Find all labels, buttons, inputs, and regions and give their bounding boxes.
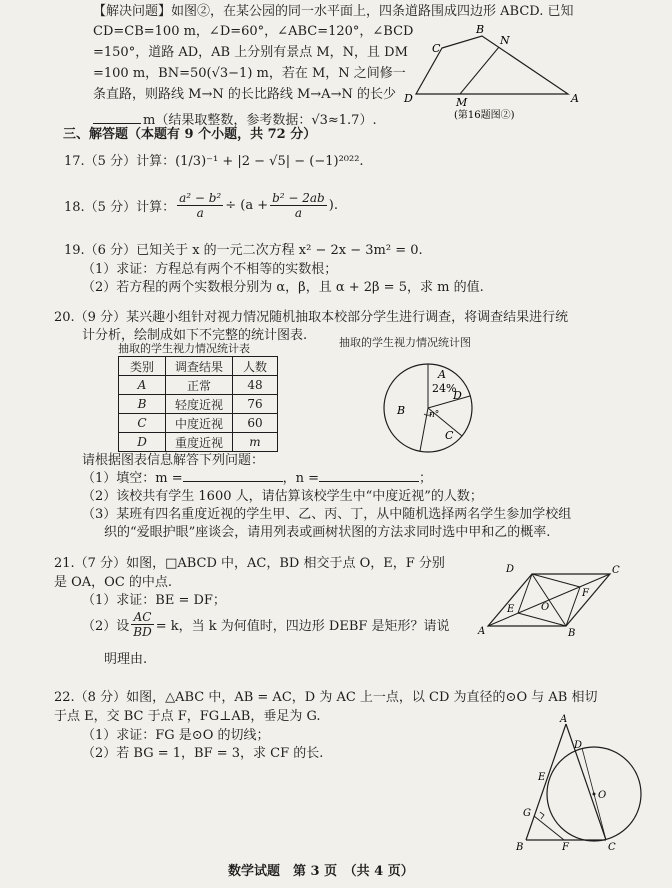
- q20-cell: D: [119, 433, 166, 452]
- q16-caption: (第16题图②): [454, 110, 515, 121]
- q16-label-n: N: [500, 34, 510, 47]
- q16-line6: m（结果取整数，参考数据：√3≈1.7）.: [143, 113, 377, 128]
- q21-frac-num: AC: [131, 610, 153, 625]
- q16-line1: 【解决问题】如图②，在某公园的同一水平面上，四条道路围成四边形 ABCD. 已知: [93, 4, 574, 19]
- q21-line5: 明理由.: [104, 652, 148, 667]
- q20-pie-label-d: D: [453, 389, 462, 402]
- q22-label-a: A: [560, 714, 568, 725]
- q20-pie-angle: n°: [429, 410, 440, 420]
- q20-pie-label-c: C: [445, 429, 454, 442]
- q20-cell: 重度近视: [166, 433, 233, 452]
- q20-cell: 轻度近视: [166, 395, 233, 414]
- q18: [64, 191, 338, 220]
- table-row: [119, 395, 278, 414]
- q20-pie-pct-a: 24%: [432, 382, 457, 395]
- q22-label-o: O: [598, 790, 607, 801]
- q20-line1: 20.（9 分）某兴趣小组针对视力情况随机抽取本校部分学生进行调查，将调查结果进行统: [54, 310, 569, 325]
- q20-sub2: （2）该校共有学生 1600 人，请估算该校学生中“中度近视”的人数；: [82, 489, 483, 504]
- q18-fraction-2: [270, 191, 327, 220]
- q20-cell: B: [119, 395, 166, 414]
- q17-text: 17.（5 分）计算：(1/3)⁻¹ + |2 − √5| − (−1)²⁰²².: [64, 154, 364, 169]
- q16-line2: CD=CB=100 m，∠D=60°，∠ABC=120°，∠BCD: [93, 24, 414, 39]
- q18-f2-den: a: [294, 206, 302, 220]
- q16-label-m: M: [456, 96, 468, 109]
- q22-line2: 于点 E，交 BC 于点 F，FG⊥AB，垂足为 G.: [54, 709, 321, 724]
- q19-line3: （2）若方程的两个实数根分别为 α，β，且 α + 2β = 5，求 m 的值.: [82, 280, 484, 295]
- q20-header-cell: 人数: [233, 357, 278, 376]
- q21-line3: （1）求证：BE = DF；: [82, 593, 226, 608]
- q20-sub3b: 织的“爱眼护眼”座谈会，请用列表或画树状图的方法求同时选中甲和乙的概率.: [104, 525, 551, 540]
- q19-line1: 19.（6 分）已知关于 x 的一元二次方程 x² − 2x − 3m² = 0.: [64, 243, 423, 258]
- q16-label-c: C: [432, 42, 441, 55]
- q20-line2: 计分析，绘制成如下不完整的统计图表.: [82, 328, 308, 343]
- q20-sub1: [82, 467, 432, 486]
- q21-sub2-rest: = k，当 k 为何值时，四边形 DEBF 是矩形？请说: [155, 619, 450, 634]
- q20-cell: 60: [233, 414, 278, 433]
- q20-prompt: 请根据图表信息解答下列问题：: [82, 453, 265, 468]
- q21-label-o: O: [541, 602, 550, 613]
- q20-table-header-row: [119, 357, 278, 376]
- q21-label-f: F: [582, 588, 589, 599]
- q20-sub1-a: （1）填空：m =: [82, 471, 183, 486]
- q21-sub2-prefix: （2）设: [82, 619, 130, 634]
- q21-label-a: A: [478, 626, 486, 637]
- q16-label-b: B: [476, 23, 485, 36]
- q20-cell: m: [233, 433, 278, 452]
- q20-pie-label-b: B: [397, 404, 406, 417]
- q18-f1-num: a² − b²: [179, 191, 222, 205]
- q20-blank-m: [183, 481, 283, 482]
- q21-fraction: [131, 610, 153, 639]
- q20-cell: 76: [233, 395, 278, 414]
- q21-label-e: E: [507, 604, 515, 615]
- q16-line5: 条直路，则路线 M→N 的长比路线 M→A→N 的长少: [93, 87, 396, 102]
- q20-pie-label-a: A: [438, 368, 446, 381]
- q18-fraction-1: [177, 191, 223, 220]
- q21-line2: 是 OA，OC 的中点.: [54, 575, 173, 590]
- q22-label-c: C: [608, 842, 616, 852]
- q22-label-b: B: [516, 842, 524, 852]
- q22-line3: （1）求证：FG 是⊙O 的切线；: [82, 728, 270, 743]
- q20-sub1-c: ；: [419, 471, 433, 486]
- table-row: [119, 414, 278, 433]
- q21-label-c: C: [612, 565, 620, 576]
- q21-line4: [82, 610, 450, 639]
- q22-label-e: E: [538, 772, 546, 783]
- q18-prefix: 18.（5 分）计算：: [64, 200, 176, 215]
- q20-cell: 正常: [166, 376, 233, 395]
- q16-label-a: A: [571, 92, 579, 105]
- table-row: [119, 376, 278, 395]
- page-footer: 数学试题 第 3 页 （共 4 页）: [228, 864, 414, 879]
- q21-label-d: D: [506, 564, 515, 575]
- q22-line4: （2）若 BG = 1，BF = 3，求 CF 的长.: [82, 746, 324, 761]
- q20-cell: 中度近视: [166, 414, 233, 433]
- q18-f2-num: b² − 2ab: [272, 191, 325, 205]
- q20-cell: A: [119, 376, 166, 395]
- q18-mid: ÷ (a +: [225, 198, 269, 213]
- q16-figure: [398, 12, 598, 122]
- q20-blank-n: [319, 481, 419, 482]
- q21-frac-den: BD: [133, 625, 152, 639]
- section-title: 三、解答题（本题有 9 个小题，共 72 分）: [63, 127, 317, 142]
- q20-sub3a: （3）某班有四名重度近视的学生甲、乙、丙、丁，从中随机选择两名学生参加学校组: [82, 507, 572, 522]
- q21-label-b: B: [568, 628, 576, 639]
- q16-line4: =100 m，BN=50(√3−1) m，若在 M，N 之间修一: [93, 66, 406, 81]
- q20-stat-table: [118, 356, 278, 452]
- q18-suffix: ).: [328, 198, 338, 213]
- q21-figure: [474, 560, 624, 640]
- q22-label-f: F: [562, 842, 569, 852]
- q20-cell: 48: [233, 376, 278, 395]
- q20-pie-chart: [378, 352, 478, 462]
- q20-sub1-b: ，n =: [282, 471, 320, 486]
- q22-line1: 22.（8 分）如图，△ABC 中，AB = AC，D 为 AC 上一点，以 CD 为直径的⊙O 与 AB 相切: [54, 690, 598, 705]
- q18-f1-den: a: [196, 206, 204, 220]
- q19-line2: （1）求证：方程总有两个不相等的实数根；: [82, 262, 338, 277]
- q21-line1: 21.（7 分）如图，□ABCD 中，AC，BD 相交于点 O，E，F 分别: [54, 556, 445, 571]
- q16-line3: =150°，道路 AD，AB 上分别有景点 M，N，且 DM: [93, 45, 408, 60]
- q22-label-g: G: [523, 808, 531, 819]
- q20-cell: C: [119, 414, 166, 433]
- q20-pie-title: 抽取的学生视力情况统计图: [339, 336, 471, 349]
- q20-table-title: 抽取的学生视力情况统计表: [118, 342, 250, 355]
- q20-header-cell: 调查结果: [166, 357, 233, 376]
- q22-figure: [510, 712, 645, 852]
- q20-header-cell: 类别: [119, 357, 166, 376]
- q16-label-d: D: [404, 92, 413, 105]
- q22-label-d: D: [574, 740, 583, 751]
